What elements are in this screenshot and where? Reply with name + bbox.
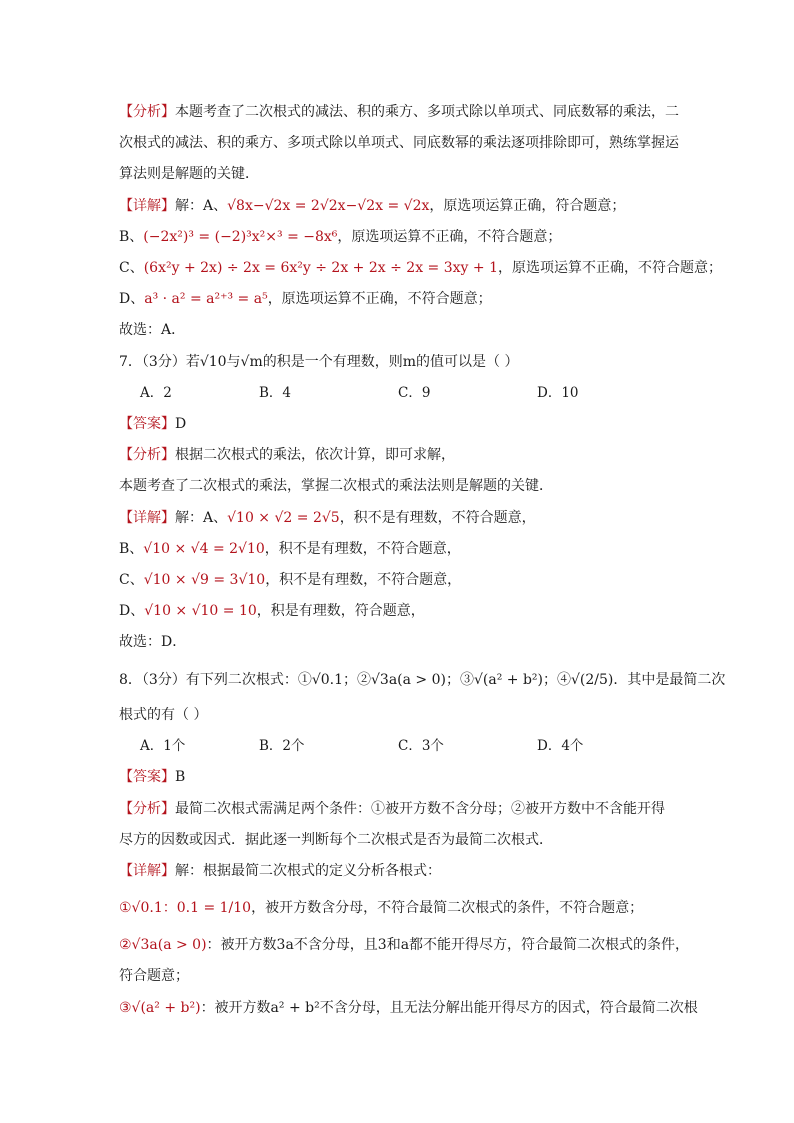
tag-analysis: 【分析】 [119, 104, 175, 120]
line-suffix: ，原选项运算不正确，不符合题意； [497, 260, 722, 276]
question-text: 7．（3分）若√10与√m的积是一个有理数，则m的值可以是（ ） [119, 354, 519, 370]
text-line [119, 539, 679, 559]
question-7 [119, 352, 679, 372]
math-expression: √10 × √4 = 2√10 [143, 541, 265, 557]
line-text: 次根式的减法、积的乘方、多项式除以单项式、同底数幂的乘法逐项排除即可，熟练掌握运 [119, 135, 679, 151]
tag-detail: 【详解】 [119, 863, 175, 879]
math-expression: (−2x²)³ = (−2)³x²×³ = −8x⁶ [143, 229, 338, 245]
tag-analysis: 【分析】 [119, 801, 175, 817]
text-line [119, 476, 679, 496]
line-prefix: 解：A、 [175, 510, 228, 526]
option-c: C．9 [398, 385, 431, 401]
line-text: 尽方的因数或因式．据此逐一判断每个二次根式是否为最简二次根式． [119, 832, 553, 848]
text-line [119, 935, 690, 955]
math-expression: √10 × √9 = 3√10 [143, 572, 266, 588]
text-line [119, 632, 679, 652]
line-text: 算法则是解题的关键． [119, 166, 259, 182]
tag-detail: 【详解】 [119, 510, 175, 526]
line-suffix: ，原选项运算不正确，不符合题意； [337, 229, 562, 245]
answer-text: D [175, 416, 187, 432]
line-text: 根据二次根式的乘法，依次计算，即可求解， [175, 447, 455, 463]
line-prefix: B、 [119, 541, 144, 557]
line-text: 解：根据最简二次根式的定义分析各根式： [175, 863, 441, 879]
math-expression: ②√3a(a > 0) [119, 937, 207, 953]
text-line [119, 133, 679, 153]
line-text: 本题考查了二次根式的减法、积的乘方、多项式除以单项式、同底数幂的乘法，二 [175, 104, 679, 120]
text-line [119, 898, 679, 918]
text-line [119, 799, 679, 819]
option-d: D．10 [537, 385, 579, 401]
answer-text: B [175, 769, 186, 785]
text-line [119, 508, 679, 528]
line-suffix: ：被开方数3a不含分母，且3和a都不能开得尽方，符合最简二次根式的条件， [206, 937, 690, 953]
text-line [119, 830, 679, 850]
text-line [119, 227, 679, 247]
text-line [119, 414, 679, 434]
math-expression: ③√(a² + b²) [119, 1000, 201, 1016]
question-text: 根式的有（ ） [119, 707, 208, 723]
line-text: 最简二次根式需满足两个条件：①被开方数不含分母；②被开方数中不含能开得 [175, 801, 665, 817]
line-prefix: D、 [119, 291, 145, 307]
line-suffix: ，积不是有理数，不符合题意， [339, 510, 536, 526]
math-expression: ①√0.1：0.1 = 1/10 [119, 900, 252, 916]
text-line [119, 445, 679, 465]
line-prefix: C、 [119, 260, 144, 276]
line-text: 故选：A． [119, 322, 186, 338]
question-8 [119, 670, 726, 690]
option-a: A．1个 [140, 738, 186, 754]
tag-answer: 【答案】 [119, 416, 175, 432]
line-prefix: D、 [119, 603, 145, 619]
line-suffix: ，积不是有理数，不符合题意， [264, 541, 461, 557]
text-line [119, 998, 698, 1018]
option-b: B．4 [259, 385, 292, 401]
text-line [119, 601, 679, 621]
tag-detail: 【详解】 [119, 198, 175, 214]
text-line [119, 966, 679, 986]
line-suffix: ，积不是有理数，不符合题意， [265, 572, 462, 588]
line-prefix: 解：A、 [175, 198, 228, 214]
line-text: 符合题意； [119, 968, 189, 984]
tag-answer: 【答案】 [119, 769, 175, 785]
line-suffix: ，原选项运算正确，符合题意； [429, 198, 626, 214]
line-text: 故选：D． [119, 634, 187, 650]
line-suffix: ，积是有理数，符合题意， [256, 603, 425, 619]
text-line [119, 102, 679, 122]
text-line [119, 258, 722, 278]
text-line [119, 196, 679, 216]
math-expression: √10 × √2 = 2√5 [227, 510, 340, 526]
text-line [119, 767, 679, 787]
line-suffix: ，原选项运算不正确，不符合题意； [267, 291, 492, 307]
line-suffix: ，被开方数含分母，不符合最简二次根式的条件，不符合题意； [251, 900, 644, 916]
option-a: A．2 [140, 385, 172, 401]
line-suffix: ：被开方数a² + b²不含分母，且无法分解出能开得尽方的因式，符合最简二次根 [200, 1000, 698, 1016]
option-c: C．3个 [398, 738, 444, 754]
line-prefix: B、 [119, 229, 144, 245]
text-line [119, 570, 679, 590]
text-line [119, 164, 679, 184]
text-line [119, 320, 679, 340]
question-text: 8．（3分）有下列二次根式：①√0.1；②√3a(a > 0)；③√(a² + b²)；④√(2/5)．其中是最简二次 [119, 672, 726, 688]
line-text: 本题考查了二次根式的乘法，掌握二次根式的乘法法则是解题的关键． [119, 478, 553, 494]
option-b: B．2个 [259, 738, 305, 754]
text-line [119, 705, 679, 725]
text-line [119, 289, 679, 309]
line-prefix: C、 [119, 572, 144, 588]
option-d: D．4个 [537, 738, 584, 754]
math-expression: √8x−√2x = 2√2x−√2x = √2x [227, 198, 430, 214]
math-expression: a³ · a² = a²⁺³ = a⁵ [144, 291, 268, 307]
math-expression: √10 × √10 = 10 [144, 603, 257, 619]
math-expression: (6x²y + 2x) ÷ 2x = 6x²y ÷ 2x + 2x ÷ 2x = 3xy + 1 [143, 260, 498, 276]
text-line [119, 861, 679, 881]
tag-analysis: 【分析】 [119, 447, 175, 463]
